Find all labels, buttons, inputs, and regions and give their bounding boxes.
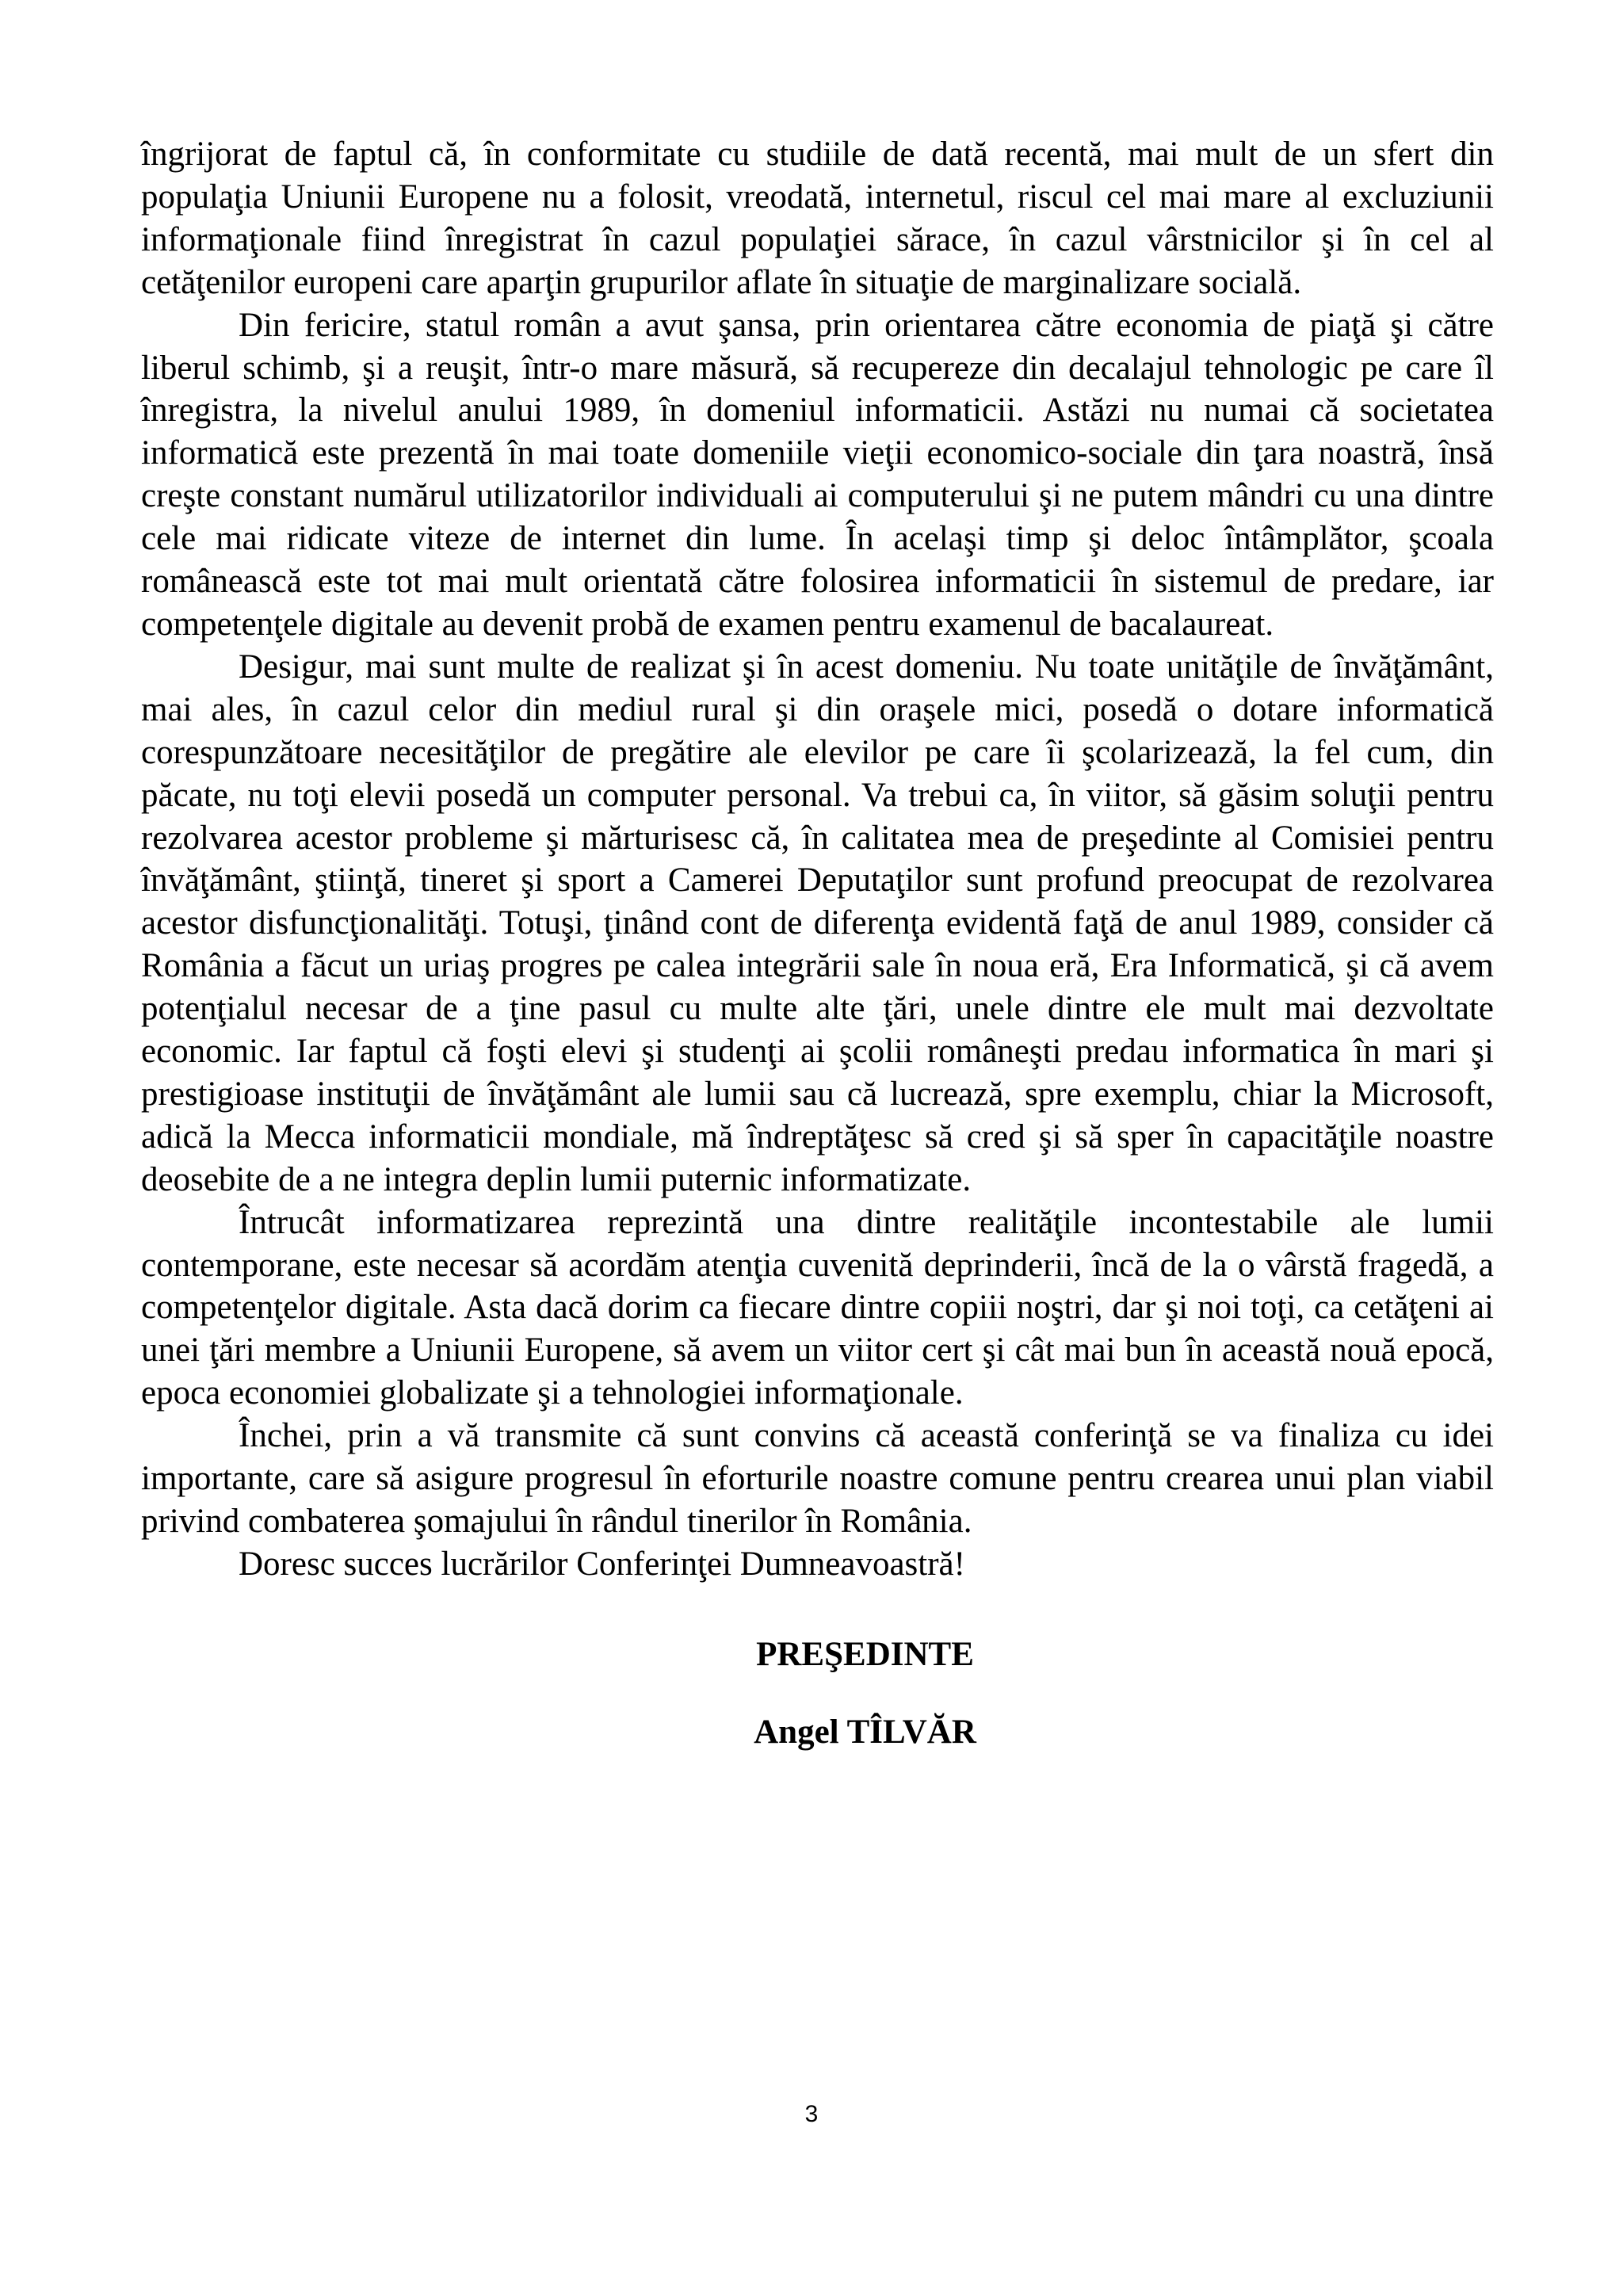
body-paragraph: îngrijorat de faptul că, în conformitate cu studiile de dată recentă, mai mult de un sfert din populaţia Uniunii Europene nu a folosit, vreodată, internetul, riscul cel mai mare al excluziunii informaţionale fiind înregistrat în cazul populaţiei sărace, în cazul vârstnicilor şi în cel al cetăţenilor europeni care aparţin grupurilor aflate în situaţie de marginalizare socială. xyxy=(141,136,1494,301)
signature-title: PREŞEDINTE xyxy=(756,1635,974,1673)
body-paragraph: Din fericire, statul român a avut şansa, prin orientarea către economia de piaţă şi către liberul schimb, şi a reuşit, într-o mare măsură, să recupereze din decalajul tehnologic pe care îl înregistra, la nivelul anului 1989, în domeniul informaticii. Astăzi nu numai că societatea informatică este prezentă în mai toate domeniile vieţii economico-sociale din ţara noastră, însă creşte constant numărul utilizatorilor individuali ai computerului şi ne putem mândri cu una dintre cele mai ridicate viteze de internet din lume. În acelaşi timp şi deloc întâmplător, şcoala românească este tot mai mult orientată către folosirea informaticii în sistemul de predare, iar competenţele digitale au devenit probă de examen pentru examenul de bacalaureat. xyxy=(141,306,1494,643)
page-number: 3 xyxy=(804,2101,819,2127)
body-paragraph: Întrucât informatizarea reprezintă una dintre realităţile incontestabile ale lumii contemporane, este necesar să acordăm atenţia cuvenită deprinderii, încă de la o vârstă fragedă, a competenţelor digitale. Asta dacă dorim ca fiecare dintre copiii noştri, dar şi noi toţi, ca cetăţeni ai unei ţări membre a Uniunii Europene, să avem un viitor cert şi cât mai bun în această nouă epocă, epoca economiei globalizate şi a tehnologiei informaţionale. xyxy=(141,1203,1494,1412)
signature-name: Angel TÎLVĂR xyxy=(754,1713,976,1751)
document-page xyxy=(141,133,1494,1754)
body-paragraph: Desigur, mai sunt multe de realizat şi în acest domeniu. Nu toate unităţile de învăţământ, mai ales, în cazul celor din mediul rural şi din oraşele mici, posedă o dotare informatică corespunzătoare necesităţilor de pregătire ale elevilor pe care îi şcolarizează, la fel cum, din păcate, nu toţi elevii posedă un computer personal. Va trebui ca, în viitor, să găsim soluţii pentru rezolvarea acestor probleme şi mărturisesc că, în calitatea mea de preşedinte al Comisiei pentru învăţământ, ştiinţă, tineret şi sport a Camerei Deputaţilor sunt profund preocupat de rezolvarea acestor disfuncţionalităţi. Totuşi, ţinând cont de diferenţa evidentă faţă de anul 1989, consider că România a făcut un uriaş progres pe calea integrării sale în noua eră, Era Informatică, şi că avem potenţialul necesar de a ţine pasul cu multe alte ţări, unele dintre ele mult mai dezvoltate economic. Iar faptul că foşti elevi şi studenţi ai şcolii româneşti predau informatica în mari şi prestigioase instituţii de învăţământ ale lumii sau că lucrează, spre exemplu, chiar la Microsoft, adică la Mecca informaticii mondiale, mă îndreptăţesc să cred şi să sper în capacităţile noastre deosebite de a ne integra deplin lumii puternic informatizate. xyxy=(141,648,1494,1198)
body-paragraph: Închei, prin a vă transmite că sunt convins că această conferinţă se va finaliza cu idei importante, care să asigure progresul în eforturile noastre comune pentru crearea unui plan viabil privind combaterea şomajului în rândul tinerilor în România. xyxy=(141,1417,1494,1540)
body-paragraph: Doresc succes lucrărilor Conferinţei Dumneavoastră! xyxy=(239,1545,965,1583)
